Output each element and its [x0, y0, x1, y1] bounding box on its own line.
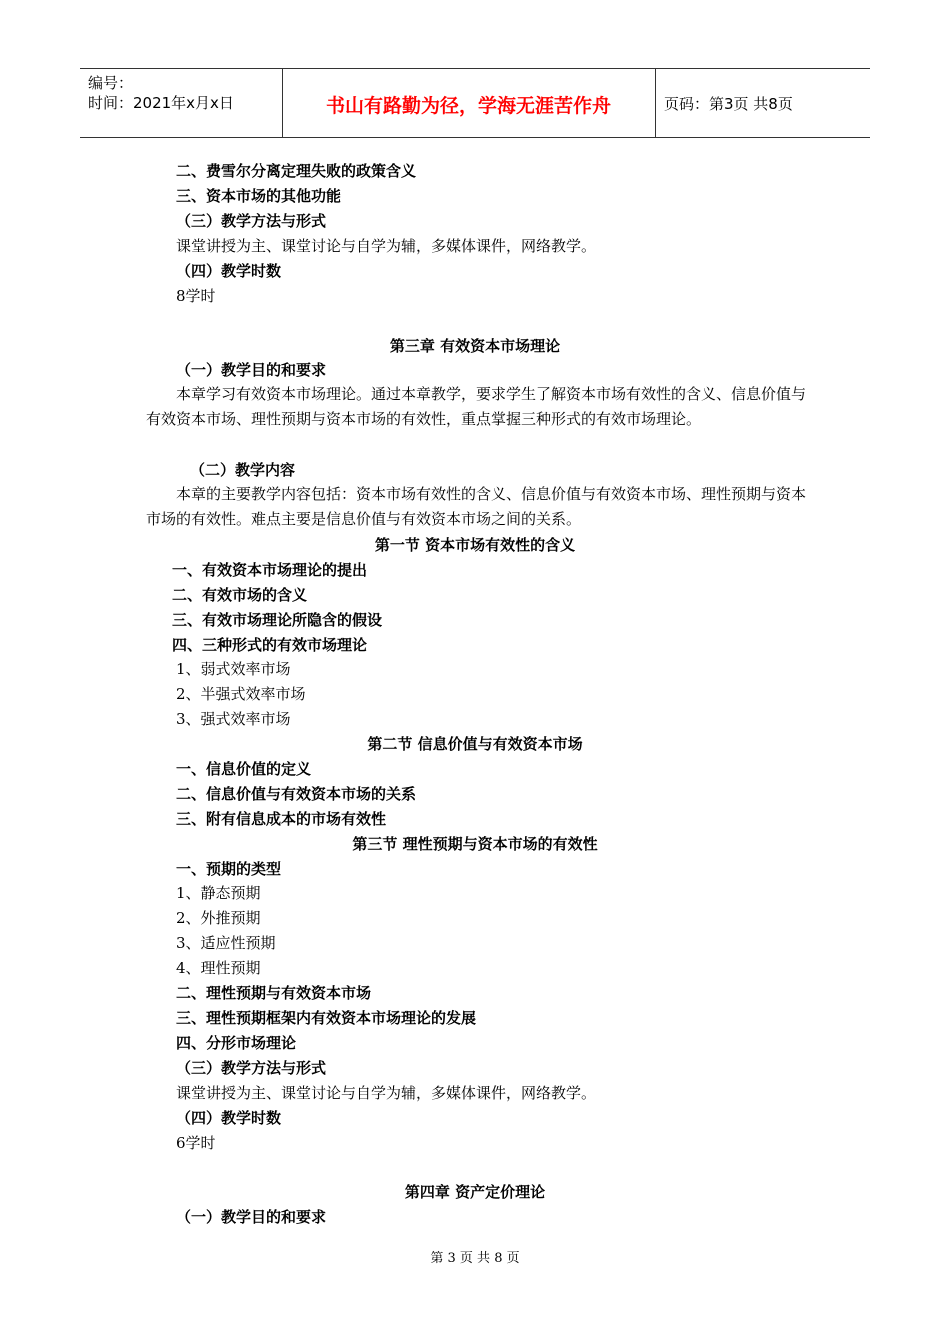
header-table — [80, 68, 870, 138]
id-label: 编号： — [88, 74, 134, 92]
heading: 一、有效资本市场理论的提出 — [172, 561, 368, 579]
heading: 四、三种形式的有效市场理论 — [172, 636, 368, 654]
heading: 一、信息价值的定义 — [176, 760, 312, 778]
heading: 一、预期的类型 — [176, 860, 282, 878]
heading: 三、理性预期框架内有效资本市场理论的发展 — [176, 1009, 477, 1027]
list-item: 3、强式效率市场 — [176, 710, 291, 728]
list-item: 2、外推预期 — [176, 909, 261, 927]
section-title: 第二节 信息价值与有效资本市场 — [367, 735, 583, 753]
heading: 三、有效市场理论所隐含的假设 — [172, 611, 383, 629]
header-meta — [88, 73, 234, 113]
list-item: 3、适应性预期 — [176, 934, 276, 952]
heading: （三）教学方法与形式 — [176, 212, 327, 230]
section-title: 第三节 理性预期与资本市场的有效性 — [352, 835, 598, 853]
chapter-title: 第四章 资产定价理论 — [404, 1183, 546, 1201]
heading: （一）教学目的和要求 — [176, 1208, 327, 1226]
header-divider — [655, 69, 656, 137]
paragraph: 本章的主要教学内容包括：资本市场有效性的含义、信息价值与有效资本市场、理性预期与资本市场的有效性。难点主要是信息价值与有效资本市场之间的关系。 — [146, 485, 807, 528]
paragraph: 本章学习有效资本市场理论。通过本章教学，要求学生了解资本市场有效性的含义、信息价值与有效资本市场、理性预期与资本市场的有效性，重点掌握三种形式的有效市场理论。 — [146, 385, 807, 428]
body-text: 课堂讲授为主、课堂讨论与自学为辅，多媒体课件，网络教学。 — [176, 1084, 597, 1102]
heading: 三、附有信息成本的市场有效性 — [176, 810, 387, 828]
heading: 二、理性预期与有效资本市场 — [176, 984, 372, 1002]
heading: （四）教学时数 — [176, 1109, 282, 1127]
body-text: 8学时 — [176, 287, 216, 305]
heading: （三）教学方法与形式 — [176, 1059, 327, 1077]
list-item: 1、弱式效率市场 — [176, 660, 291, 678]
heading: （四）教学时数 — [176, 262, 282, 280]
section-title: 第一节 资本市场有效性的含义 — [374, 536, 576, 554]
time-label: 时间：2021年x月x日 — [88, 94, 234, 112]
heading: （二）教学内容 — [190, 461, 296, 479]
list-item: 4、理性预期 — [176, 959, 261, 977]
heading: （一）教学目的和要求 — [176, 361, 327, 379]
heading: 二、信息价值与有效资本市场的关系 — [176, 785, 417, 803]
chapter-title: 第三章 有效资本市场理论 — [389, 337, 561, 355]
heading: 二、有效市场的含义 — [172, 586, 308, 604]
body-text: 课堂讲授为主、课堂讨论与自学为辅，多媒体课件，网络教学。 — [176, 237, 597, 255]
heading: 三、资本市场的其他功能 — [176, 187, 342, 205]
heading: 四、分形市场理论 — [176, 1034, 297, 1052]
list-item: 1、静态预期 — [176, 884, 261, 902]
page-footer: 第 3 页 共 8 页 — [430, 1251, 520, 1266]
body-text: 6学时 — [176, 1134, 216, 1152]
page-info: 页码：第3页 共8页 — [664, 95, 793, 113]
motto: 书山有路勤为径，学海无涯苦作舟 — [325, 95, 611, 117]
heading: 二、费雪尔分离定理失败的政策含义 — [176, 162, 417, 180]
list-item: 2、半强式效率市场 — [176, 685, 306, 703]
